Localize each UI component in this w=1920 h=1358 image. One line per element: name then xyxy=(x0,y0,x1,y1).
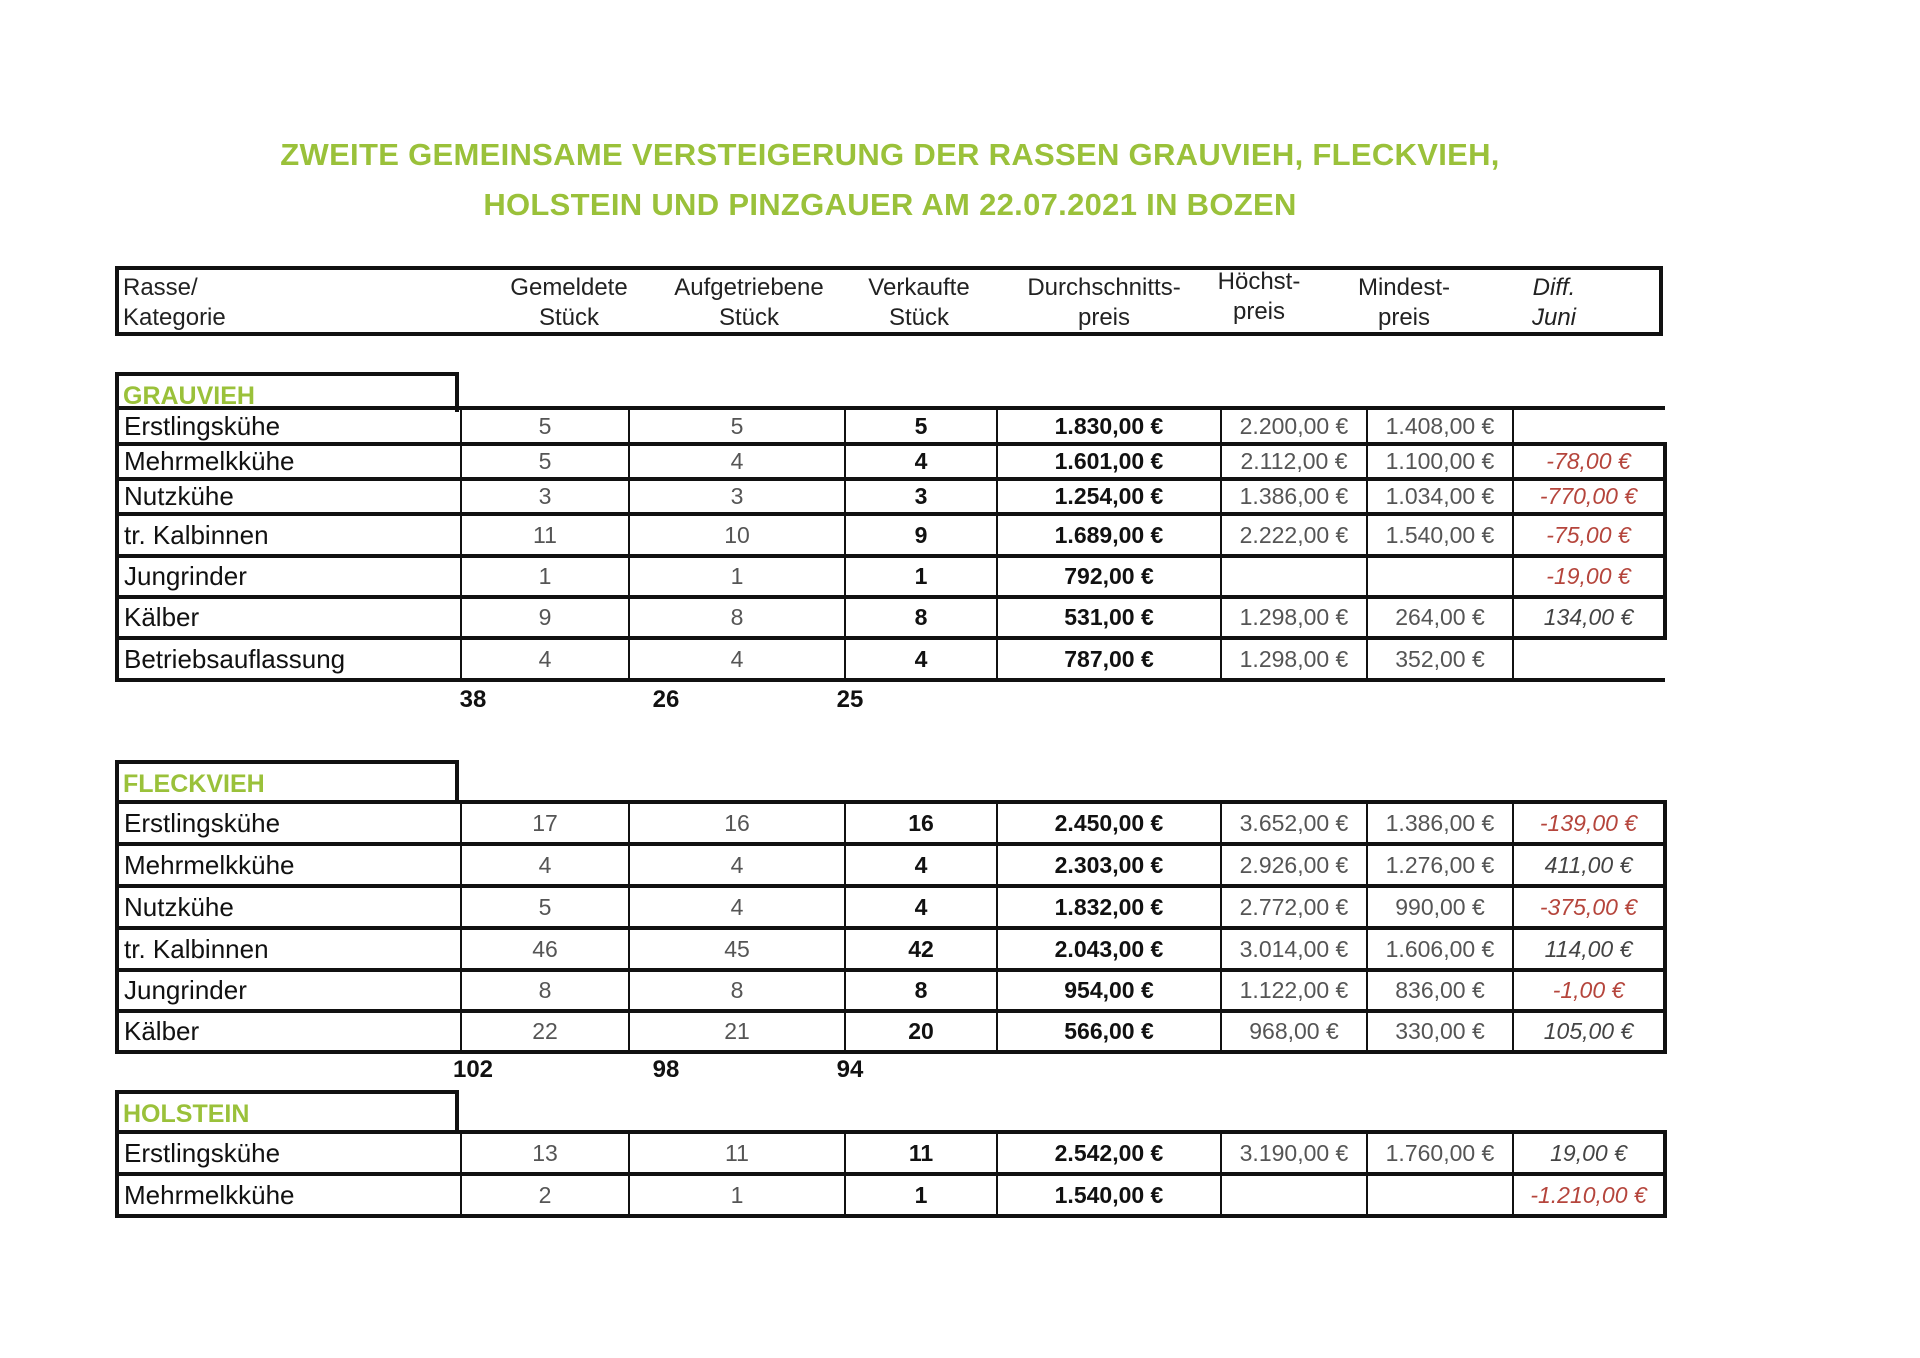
cell-hoechst xyxy=(1221,556,1367,597)
cell-gemeldete: 4 xyxy=(461,844,629,886)
cell-kategorie: Mehrmelkkühe xyxy=(117,1174,461,1216)
cell-verkaufte: 42 xyxy=(845,928,997,970)
cell-gemeldete: 4 xyxy=(461,638,629,680)
cell-kategorie: Kälber xyxy=(117,1011,461,1052)
cell-gemeldete: 2 xyxy=(461,1174,629,1216)
cell-verkaufte: 4 xyxy=(845,844,997,886)
cell-hoechst: 968,00 € xyxy=(1221,1011,1367,1052)
table-row xyxy=(117,597,1665,638)
cell-mindest: 1.386,00 € xyxy=(1367,802,1513,844)
cell-verkaufte: 9 xyxy=(845,514,997,556)
cell-kategorie: Mehrmelkkühe xyxy=(117,444,461,479)
cell-durchschnitt: 566,00 € xyxy=(997,1011,1221,1052)
cell-verkaufte: 8 xyxy=(845,597,997,638)
cell-aufgetriebene: 5 xyxy=(629,408,845,444)
cell-aufgetriebene: 3 xyxy=(629,479,845,514)
cell-kategorie: tr. Kalbinnen xyxy=(117,928,461,970)
cell-aufgetriebene: 4 xyxy=(629,638,845,680)
table-row xyxy=(117,444,1665,479)
cell-kategorie: Nutzkühe xyxy=(117,479,461,514)
cell-durchschnitt: 2.043,00 € xyxy=(997,928,1221,970)
cell-durchschnitt: 954,00 € xyxy=(997,970,1221,1011)
cell-diff: 411,00 € xyxy=(1513,844,1665,886)
table-row xyxy=(117,886,1665,928)
cell-aufgetriebene: 11 xyxy=(629,1132,845,1174)
cell-gemeldete: 13 xyxy=(461,1132,629,1174)
header-rasse: Rasse/ Kategorie xyxy=(123,274,226,331)
cell-verkaufte: 1 xyxy=(845,556,997,597)
cell-diff: -75,00 € xyxy=(1513,514,1665,556)
cell-hoechst: 3.190,00 € xyxy=(1221,1132,1367,1174)
cell-gemeldete: 22 xyxy=(461,1011,629,1052)
cell-kategorie: Nutzkühe xyxy=(117,886,461,928)
document-title xyxy=(0,130,1780,230)
table-row xyxy=(117,514,1665,556)
cell-hoechst: 1.122,00 € xyxy=(1221,970,1367,1011)
cell-verkaufte: 4 xyxy=(845,886,997,928)
cell-gemeldete: 11 xyxy=(461,514,629,556)
cell-gemeldete: 5 xyxy=(461,886,629,928)
cell-durchschnitt: 1.540,00 € xyxy=(997,1174,1221,1216)
cell-aufgetriebene: 1 xyxy=(629,556,845,597)
cell-verkaufte: 8 xyxy=(845,970,997,1011)
cell-mindest xyxy=(1367,1174,1513,1216)
cell-kategorie: Betriebsauflassung xyxy=(117,638,461,680)
cell-hoechst: 1.298,00 € xyxy=(1221,638,1367,680)
section-label: GRAUVIEH xyxy=(115,372,459,412)
cell-verkaufte: 16 xyxy=(845,802,997,844)
cell-durchschnitt: 1.254,00 € xyxy=(997,479,1221,514)
cell-diff: -1,00 € xyxy=(1513,970,1665,1011)
table-row xyxy=(117,1174,1665,1216)
cell-hoechst: 3.652,00 € xyxy=(1221,802,1367,844)
cell-aufgetriebene: 4 xyxy=(629,886,845,928)
header-aufgetriebene: Aufgetriebene Stück xyxy=(674,274,824,331)
section-table xyxy=(115,406,1667,682)
section-table xyxy=(115,1130,1667,1218)
cell-mindest: 990,00 € xyxy=(1367,886,1513,928)
cell-diff xyxy=(1513,638,1665,680)
cell-aufgetriebene: 10 xyxy=(629,514,845,556)
table-row xyxy=(117,408,1665,444)
header-hoechst: Höchst- preis xyxy=(1217,268,1301,325)
cell-verkaufte: 20 xyxy=(845,1011,997,1052)
section-table xyxy=(115,800,1667,1054)
table-row xyxy=(117,638,1665,680)
table-row xyxy=(117,1011,1665,1052)
cell-diff: 19,00 € xyxy=(1513,1132,1665,1174)
cell-verkaufte: 5 xyxy=(845,408,997,444)
cell-durchschnitt: 1.689,00 € xyxy=(997,514,1221,556)
cell-verkaufte: 4 xyxy=(845,638,997,680)
cell-aufgetriebene: 8 xyxy=(629,970,845,1011)
cell-aufgetriebene: 21 xyxy=(629,1011,845,1052)
header-gemeldete: Gemeldete Stück xyxy=(510,274,628,331)
section-total: 102 xyxy=(452,1056,494,1083)
cell-durchschnitt: 2.542,00 € xyxy=(997,1132,1221,1174)
table-row xyxy=(117,844,1665,886)
title-line-1: ZWEITE GEMEINSAME VERSTEIGERUNG DER RASSEN GRAUVIEH, FLECKVIEH, xyxy=(280,137,1500,172)
section-total: 98 xyxy=(652,1056,680,1083)
column-header-box xyxy=(115,266,1663,336)
cell-verkaufte: 3 xyxy=(845,479,997,514)
cell-kategorie: Kälber xyxy=(117,597,461,638)
cell-mindest: 1.034,00 € xyxy=(1367,479,1513,514)
cell-hoechst: 2.200,00 € xyxy=(1221,408,1367,444)
cell-diff: -78,00 € xyxy=(1513,444,1665,479)
cell-gemeldete: 46 xyxy=(461,928,629,970)
cell-aufgetriebene: 16 xyxy=(629,802,845,844)
section-total: 94 xyxy=(836,1056,864,1083)
cell-gemeldete: 5 xyxy=(461,444,629,479)
header-diff: Diff. Juni xyxy=(1531,274,1577,331)
cell-aufgetriebene: 45 xyxy=(629,928,845,970)
cell-mindest: 330,00 € xyxy=(1367,1011,1513,1052)
cell-verkaufte: 1 xyxy=(845,1174,997,1216)
cell-durchschnitt: 2.303,00 € xyxy=(997,844,1221,886)
cell-kategorie: Mehrmelkkühe xyxy=(117,844,461,886)
cell-gemeldete: 5 xyxy=(461,408,629,444)
cell-kategorie: Jungrinder xyxy=(117,970,461,1011)
table-row xyxy=(117,1132,1665,1174)
cell-durchschnitt: 2.450,00 € xyxy=(997,802,1221,844)
table-row xyxy=(117,556,1665,597)
cell-mindest: 836,00 € xyxy=(1367,970,1513,1011)
cell-hoechst: 2.222,00 € xyxy=(1221,514,1367,556)
cell-diff: 105,00 € xyxy=(1513,1011,1665,1052)
cell-aufgetriebene: 4 xyxy=(629,444,845,479)
section-label: HOLSTEIN xyxy=(115,1090,459,1130)
cell-hoechst: 3.014,00 € xyxy=(1221,928,1367,970)
cell-diff: -139,00 € xyxy=(1513,802,1665,844)
cell-diff xyxy=(1513,408,1665,444)
cell-diff: -1.210,00 € xyxy=(1513,1174,1665,1216)
cell-kategorie: Erstlingskühe xyxy=(117,1132,461,1174)
cell-mindest: 1.408,00 € xyxy=(1367,408,1513,444)
cell-kategorie: Erstlingskühe xyxy=(117,408,461,444)
cell-durchschnitt: 1.830,00 € xyxy=(997,408,1221,444)
cell-hoechst: 2.772,00 € xyxy=(1221,886,1367,928)
cell-mindest: 264,00 € xyxy=(1367,597,1513,638)
cell-diff: 134,00 € xyxy=(1513,597,1665,638)
cell-durchschnitt: 787,00 € xyxy=(997,638,1221,680)
cell-kategorie: Erstlingskühe xyxy=(117,802,461,844)
table-row xyxy=(117,970,1665,1011)
table-row xyxy=(117,928,1665,970)
cell-verkaufte: 4 xyxy=(845,444,997,479)
title-line-2: HOLSTEIN UND PINZGAUER AM 22.07.2021 IN BOZEN xyxy=(483,187,1297,222)
cell-mindest: 1.760,00 € xyxy=(1367,1132,1513,1174)
cell-diff: -19,00 € xyxy=(1513,556,1665,597)
cell-mindest: 1.540,00 € xyxy=(1367,514,1513,556)
header-mindest: Mindest- preis xyxy=(1357,274,1451,331)
header-durchschnitt: Durchschnitts- preis xyxy=(1027,274,1181,331)
cell-hoechst: 2.112,00 € xyxy=(1221,444,1367,479)
cell-aufgetriebene: 1 xyxy=(629,1174,845,1216)
cell-durchschnitt: 531,00 € xyxy=(997,597,1221,638)
section-total: 38 xyxy=(459,686,487,713)
cell-durchschnitt: 1.832,00 € xyxy=(997,886,1221,928)
cell-durchschnitt: 1.601,00 € xyxy=(997,444,1221,479)
cell-gemeldete: 9 xyxy=(461,597,629,638)
section-total: 25 xyxy=(836,686,864,713)
cell-mindest: 1.276,00 € xyxy=(1367,844,1513,886)
cell-gemeldete: 8 xyxy=(461,970,629,1011)
section-total: 26 xyxy=(652,686,680,713)
cell-mindest: 1.606,00 € xyxy=(1367,928,1513,970)
cell-hoechst: 2.926,00 € xyxy=(1221,844,1367,886)
header-verkaufte: Verkaufte Stück xyxy=(868,274,970,331)
cell-durchschnitt: 792,00 € xyxy=(997,556,1221,597)
cell-mindest: 352,00 € xyxy=(1367,638,1513,680)
table-row xyxy=(117,802,1665,844)
cell-gemeldete: 17 xyxy=(461,802,629,844)
cell-aufgetriebene: 8 xyxy=(629,597,845,638)
cell-aufgetriebene: 4 xyxy=(629,844,845,886)
cell-kategorie: tr. Kalbinnen xyxy=(117,514,461,556)
table-row xyxy=(117,479,1665,514)
cell-hoechst: 1.386,00 € xyxy=(1221,479,1367,514)
cell-mindest: 1.100,00 € xyxy=(1367,444,1513,479)
cell-gemeldete: 1 xyxy=(461,556,629,597)
section-label: FLECKVIEH xyxy=(115,760,459,800)
cell-diff: 114,00 € xyxy=(1513,928,1665,970)
cell-kategorie: Jungrinder xyxy=(117,556,461,597)
cell-diff: -375,00 € xyxy=(1513,886,1665,928)
cell-hoechst xyxy=(1221,1174,1367,1216)
cell-hoechst: 1.298,00 € xyxy=(1221,597,1367,638)
cell-verkaufte: 11 xyxy=(845,1132,997,1174)
cell-diff: -770,00 € xyxy=(1513,479,1665,514)
cell-gemeldete: 3 xyxy=(461,479,629,514)
cell-mindest xyxy=(1367,556,1513,597)
